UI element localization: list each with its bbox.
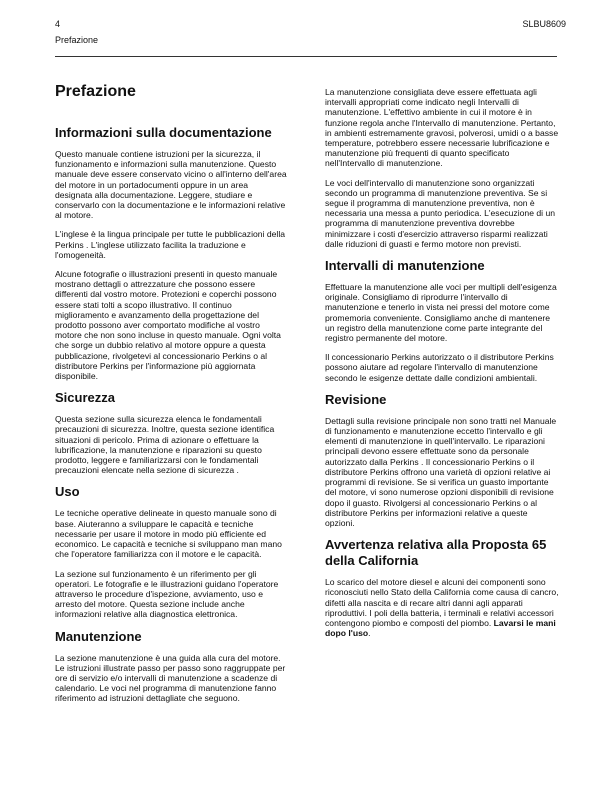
paragraph: Le voci dell'intervallo di manutenzione sono organizzati secondo un programma di manutenzione preventiva. Se si segue il programma di manutenzione preventiva, non è necessaria una messa a punto periodica. L'esecuzione di un programma di manutenzione preventiva dovrebbe minimizzare i costi d'esercizio attraverso risparmi realizzati dalle riduzioni di guasti e fermo motore non previsti. xyxy=(325,177,556,249)
heading-maintenance: Manutenzione xyxy=(55,628,142,644)
paragraph: Le tecniche operative delineate in questo manuale sono di base. Aiuteranno a sviluppare le capacità e tecniche necessarie per usare il motore in modo più efficiente ed economico. Le capacità e tecniche si sviluppano man mano che l'operatore familiarizza con il motore e le capacità. xyxy=(55,508,282,560)
header-rule xyxy=(55,56,557,57)
paragraph: Dettagli sulla revisione principale non sono tratti nel Manuale di funzionamento e manutenzione eccetto l'intervallo e gli elementi di manutenzione in quell'intervallo. Le riparazioni principali devono essere effettuate sono da personale autorizzato dalla Perkins . Il concessionario Perkins o il distributore Perkins offrono una varietà di opzioni relative ai programmi di revisione. Se si verifica un guasto importante del motore, vi sono numerose opzioni disponibili di revisione dopo il guasto. Rivolgersi al concessionario Perkins o al distributore Perkins per informazioni relative a queste opzioni. xyxy=(325,415,557,528)
heading-overhaul: Revisione xyxy=(325,391,387,407)
paragraph-prop65 xyxy=(325,577,559,638)
paragraph: Effettuare la manutenzione alle voci per multipli dell'esigenza originale. Consigliamo di riprodurre l'intervallo di manutenzione e tenerlo in vista nei pressi del motore come promemoria conveniente. Consigliamo anche di mantenere un registro della manutenzione come parte integrante del registro permanente del motore. xyxy=(325,282,557,344)
paragraph: La sezione sul funzionamento è un riferimento per gli operatori. Le fotografie e le illustrazioni guidano l'operatore attraverso le procedure d'ispezione, avviamento, uso e arresto del motore. Questa sezione include anche informazioni relative alla diagnostica elettronica. xyxy=(55,568,279,620)
prop65-bold-text: Lavarsi le mani dopo l'uso xyxy=(325,617,556,639)
running-section-title: Prefazione xyxy=(55,35,99,45)
paragraph: Alcune fotografie o illustrazioni presenti in questo manuale mostrano dettagli o attrezzature che possono essere differenti dal vostro motore. Protezioni e coperchi possono essere stati tolti a scopo illustrativo. Il continuo miglioramento e avanzamento della progettazione del prodotto possono aver comportato modifiche al vostro motore che non sono incluse in questo manuale. Ogni volta che sorge un dubbio relativo al motore oppure a questa pubblicazione, rivolgetevi al concessionario Perkins o al distributore Perkins per l'informazione più aggiornata disponibile. xyxy=(55,269,281,382)
heading-prop65-warning: Avvertenza relativa alla Proposta 65 della California xyxy=(325,537,547,569)
paragraph: La manutenzione consigliata deve essere effettuata agli intervalli appropriati come indicato negli Intervalli di manutenzione. L'effettivo ambiente in cui il motore è in funzione regola anche l'Intervallo di manutenzione. Pertanto, in ambienti estremamente gravosi, polverosi, umidi o a basse temperature, potrebbero essere necessarie lubrificazione e manutenzione più frequenti di quanto specificato nell'Intervallo di manutenzione. xyxy=(325,87,559,169)
paragraph: Questa sezione sulla sicurezza elenca le fondamentali precauzioni di sicurezza. Inoltre, questa sezione identifica situazioni di pericolo. Prima di azionare o effettuare la lubrificazione, la manutenzione e riparazioni su questo prodotto, leggere e familiarizzarsi con le fondamentali precauzioni elencate nella sezione di sicurezza . xyxy=(55,414,275,476)
heading-safety: Sicurezza xyxy=(55,390,115,406)
page-title: Prefazione xyxy=(55,83,136,100)
paragraph: L'inglese è la lingua principale per tutte le pubblicazioni della Perkins . L'inglese utilizzato facilita la traduzione e l'omogeneità. xyxy=(55,229,286,260)
page-number: 4 xyxy=(55,19,61,29)
paragraph: Il concessionario Perkins autorizzato o il distributore Perkins possono aiutare ad regolare l'intervallo di manutenzione secondo le esigenze dettate dalle condizioni ambientali. xyxy=(325,352,554,383)
prop65-end: . xyxy=(368,628,371,639)
heading-use: Uso xyxy=(55,484,80,500)
document-code: SLBU8609 xyxy=(522,19,566,29)
paragraph: Questo manuale contiene istruzioni per la sicurezza, il funzionamento e informazioni sulla manutenzione. Questo manuale deve essere conservato vicino o all'interno dell'area del motore in un portadocumenti oppure in un area designata alla documentazione. Leggere, studiare e conservarlo con la documentazione e le informazioni relative al motore. xyxy=(55,149,287,221)
right-column xyxy=(325,87,559,647)
heading-maintenance-intervals: Intervalli di manutenzione xyxy=(325,258,485,274)
prop65-text: Lo scarico del motore diesel e alcuni dei componenti sono riconosciuti nello Stato della California come causa di cancro, difetti alla nascita e di recare altri danni agli apparati riproduttivi. I poli della batteria, i terminali e relativi accessori contengono piombo e composti del piombo. xyxy=(325,577,559,628)
heading-documentation-info: Informazioni sulla documentazione xyxy=(55,125,272,140)
paragraph: La sezione manutenzione è una guida alla cura del motore. Le istruzioni illustrate passo per passo sono raggruppate per ore di servizio e/o intervalli di manutenzione a scadenze di calendario. Le voci nel programma di manutenzione fanno riferimento ad istruzioni dettagliate che seguono. xyxy=(55,652,286,704)
left-column xyxy=(55,82,287,713)
